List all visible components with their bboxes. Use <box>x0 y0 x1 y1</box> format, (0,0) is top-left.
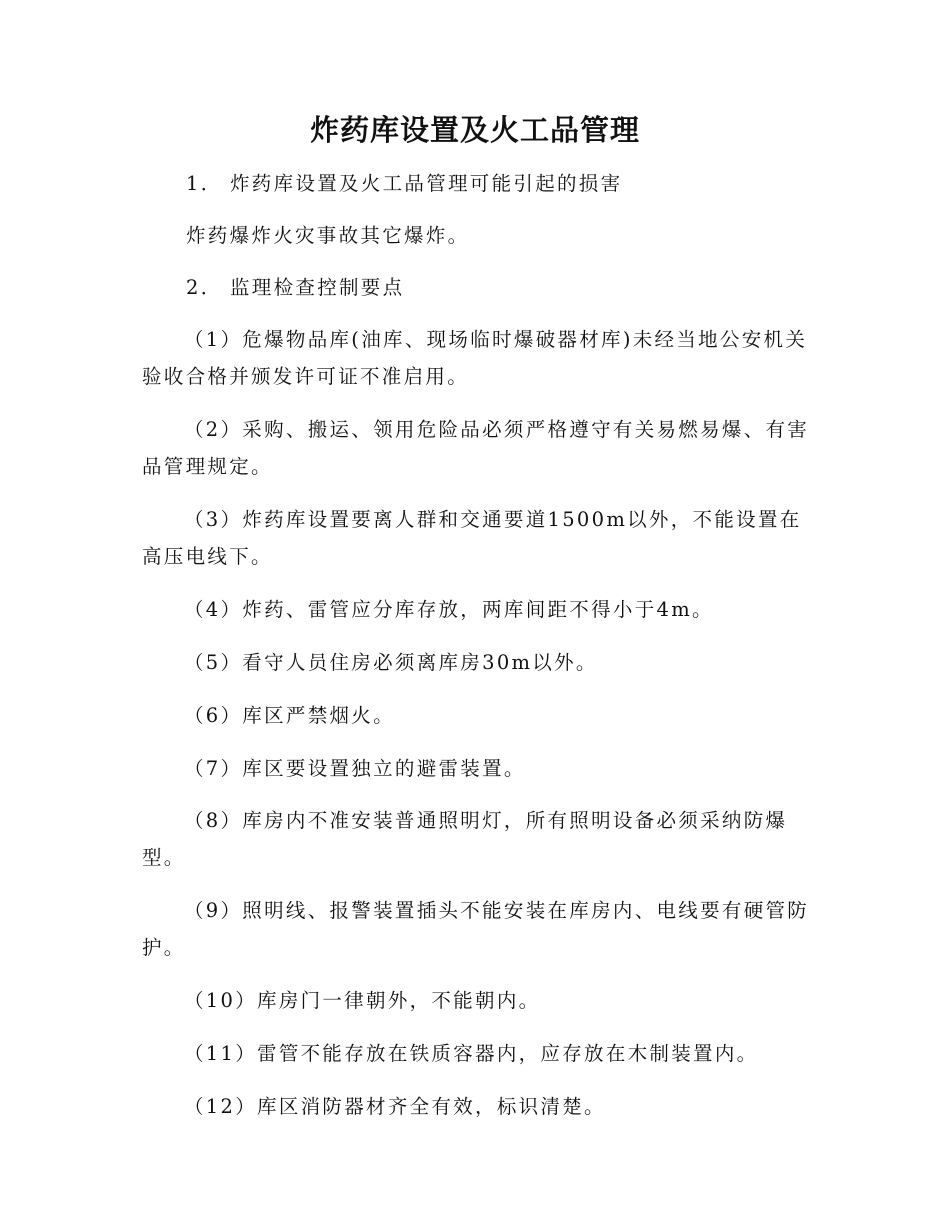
section-number: 1． <box>186 172 223 195</box>
list-item: （7）库区要设置独立的避雷装置。 <box>184 757 526 780</box>
document-title: 炸药库设置及火工品管理 <box>309 113 640 147</box>
list-item: （4）炸药、雷管应分库存放，两库间距不得小于4m。 <box>184 598 714 621</box>
list-item: （12）库区消防器材齐全有效，标识清楚。 <box>184 1095 606 1118</box>
list-item: （3）炸药库设置要离人群和交通要道1500m以外，不能设置在高压电线下。 <box>142 508 802 568</box>
section-heading-text: 炸药库设置及火工品管理可能引起的损害 <box>230 172 623 195</box>
list-item: （5）看守人员住房必须离库房30m以外。 <box>184 651 598 674</box>
list-item: （10）库房门一律朝外，不能朝内。 <box>184 989 541 1012</box>
list-item: （6）库区严禁烟火。 <box>184 704 395 727</box>
section-heading-text: 监理检查控制要点 <box>230 276 405 299</box>
section-1-heading <box>186 165 856 202</box>
section-number: 2． <box>186 276 223 299</box>
list-item: （2）采购、搬运、领用危险品必须严格遵守有关易燃易爆、有害品管理规定。 <box>142 418 810 478</box>
list-item: （11）雷管不能存放在铁质容器内，应存放在木制装置内。 <box>184 1042 759 1065</box>
list-item: （8）库房内不准安装普通照明灯，所有照明设备必须采纳防爆型。 <box>142 809 788 869</box>
list-item: （9）照明线、报警装置插头不能安装在库房内、电线要有硬管防护。 <box>142 899 810 959</box>
section-2-heading <box>186 269 856 306</box>
damage-text: 炸药爆炸火灾事故其它爆炸。 <box>186 224 470 247</box>
list-item: （1）危爆物品库(油库、现场临时爆破器材库)未经当地公安机关验收合格并颁发许可证不准启用。 <box>142 328 808 388</box>
